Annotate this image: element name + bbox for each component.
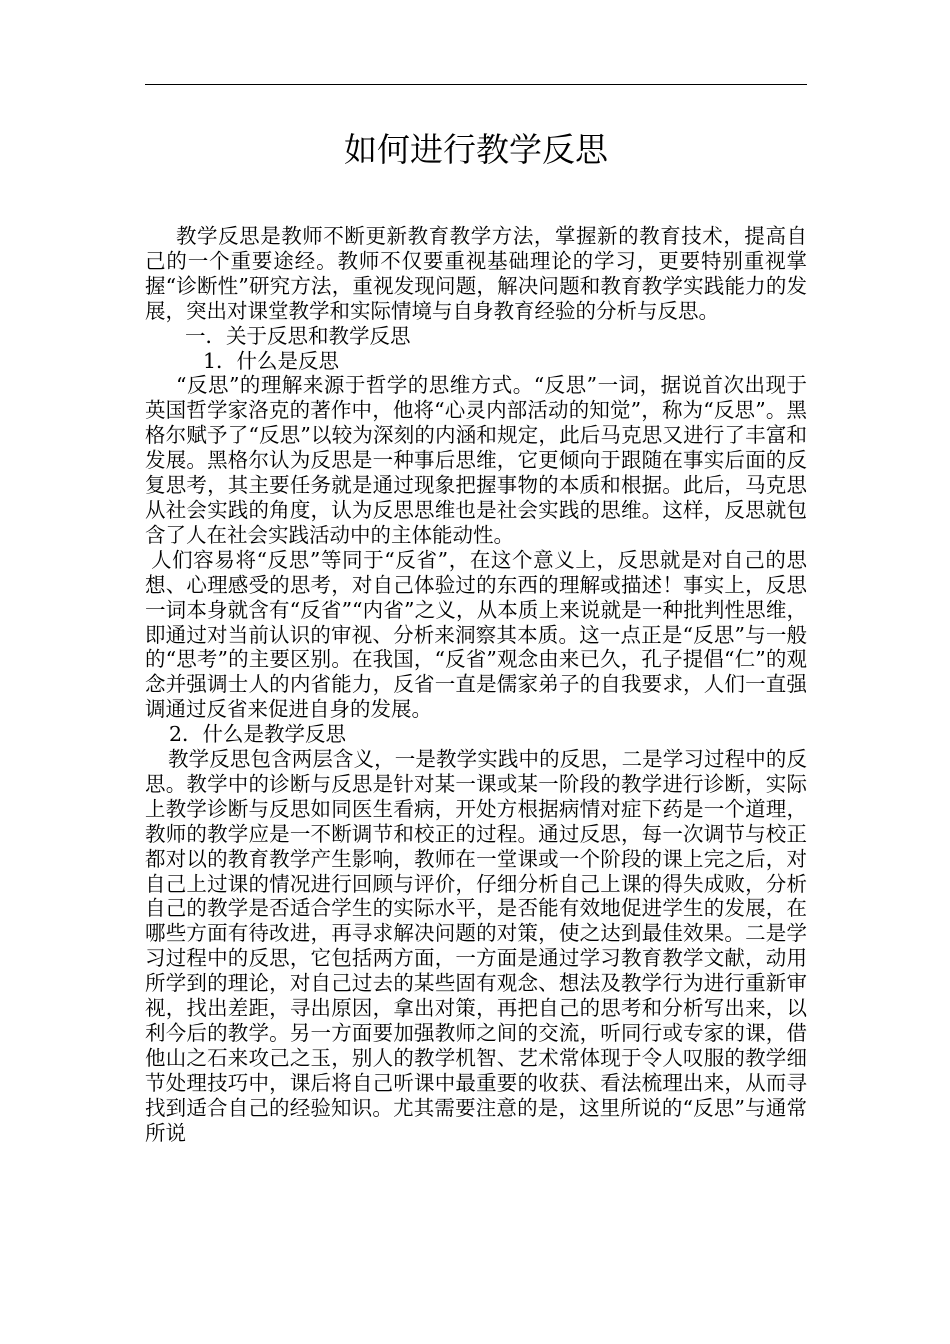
subsection-2-paragraph-1: 教学反思包含两层含义，一是教学实践中的反思，二是学习过程中的反思。教学中的诊断与反思是针对某一课或某一阶段的教学进行诊断，实际上教学诊断与反思如同医生看病，开处方根据病情对症下药是一个道理，教师的教学应是一不断调节和校正的过程。通过反思，每一次调节与校正都对以的教育教学产生影响，教师在一堂课或一个阶段的课上完之后，对自己上过课的情况进行回顾与评价，仔细分析自己上课的得失成败，分析自己的教学是否适合学生的实际水平，是否能有效地促进学生的发展，在哪些方面有待改进，再寻求解决问题的对策，使之达到最佳效果。二是学习过程中的反思，它包括两方面，一方面是通过学习教育教学文献，动用所学到的理论，对自己过去的某些固有观念、想法及教学行为进行重新审视，找出差距，寻出原因，拿出对策，再把自己的思考和分析写出来，以利今后的教学。另一方面要加强教师之间的交流，听同行或专家的课，借他山之石来攻己之玉，别人的教学机智、艺术常体现于令人叹服的教学细节处理技巧中，课后将自己听课中最重要的收获、看法梳理出来，从而寻找到适合自己的经验知识。尤其需要注意的是，这里所说的“反思”与通常所说 [145, 747, 807, 1145]
document-body [145, 224, 807, 1146]
subsection-1-paragraph-1: “反思”的理解来源于哲学的思维方式。“反思”一词，据说首次出现于英国哲学家洛克的著作中，他将“心灵内部活动的知觉”，称为“反思”。黑格尔赋予了“反思”以较为深刻的内涵和规定，此后马克思又进行了丰富和发展。黑格尔认为反思是一种事后思维，它更倾向于跟随在事实后面的反复思考，其主要任务就是通过现象把握事物的本质和根据。此后，马克思从社会实践的角度，认为反思思维也是社会实践的思维。这样，反思就包含了人在社会实践活动中的主体能动性。 [145, 373, 807, 547]
section-1-heading: 一．关于反思和教学反思 [185, 323, 411, 348]
subsection-1-paragraph-2: 人们容易将“反思”等同于“反省”，在这个意义上，反思就是对自己的思想、心理感受的思考，对自己体验过的东西的理解或描述！事实上，反思一词本身就含有“反省”“内省”之义，从本质上来说就是一种批判性思维，即通过对当前认识的审视、分析来洞察其本质。这一点正是“反思”与一般的“思考”的主要区别。在我国，“反省”观念由来已久，孔子提倡“仁”的观念并强调士人的内省能力，反省一直是儒家弟子的自我要求，人们一直强调通过反省来促进自身的发展。 [145, 547, 807, 722]
subsection-1-heading: 1．什么是反思 [203, 348, 340, 373]
header-rule [145, 84, 807, 85]
intro-paragraph: 教学反思是教师不断更新教育教学方法，掌握新的教育技术，提高自己的一个重要途经。教师不仅要重视基础理论的学习，更要特别重视掌握“诊断性”研究方法，重视发现问题，解决问题和教育教学实践能力的发展，突出对课堂教学和实际情境与自身教育经验的分析与反思。 [145, 224, 807, 323]
document-title: 如何进行教学反思 [344, 130, 608, 169]
subsection-2-heading: 2．什么是教学反思 [169, 722, 347, 747]
